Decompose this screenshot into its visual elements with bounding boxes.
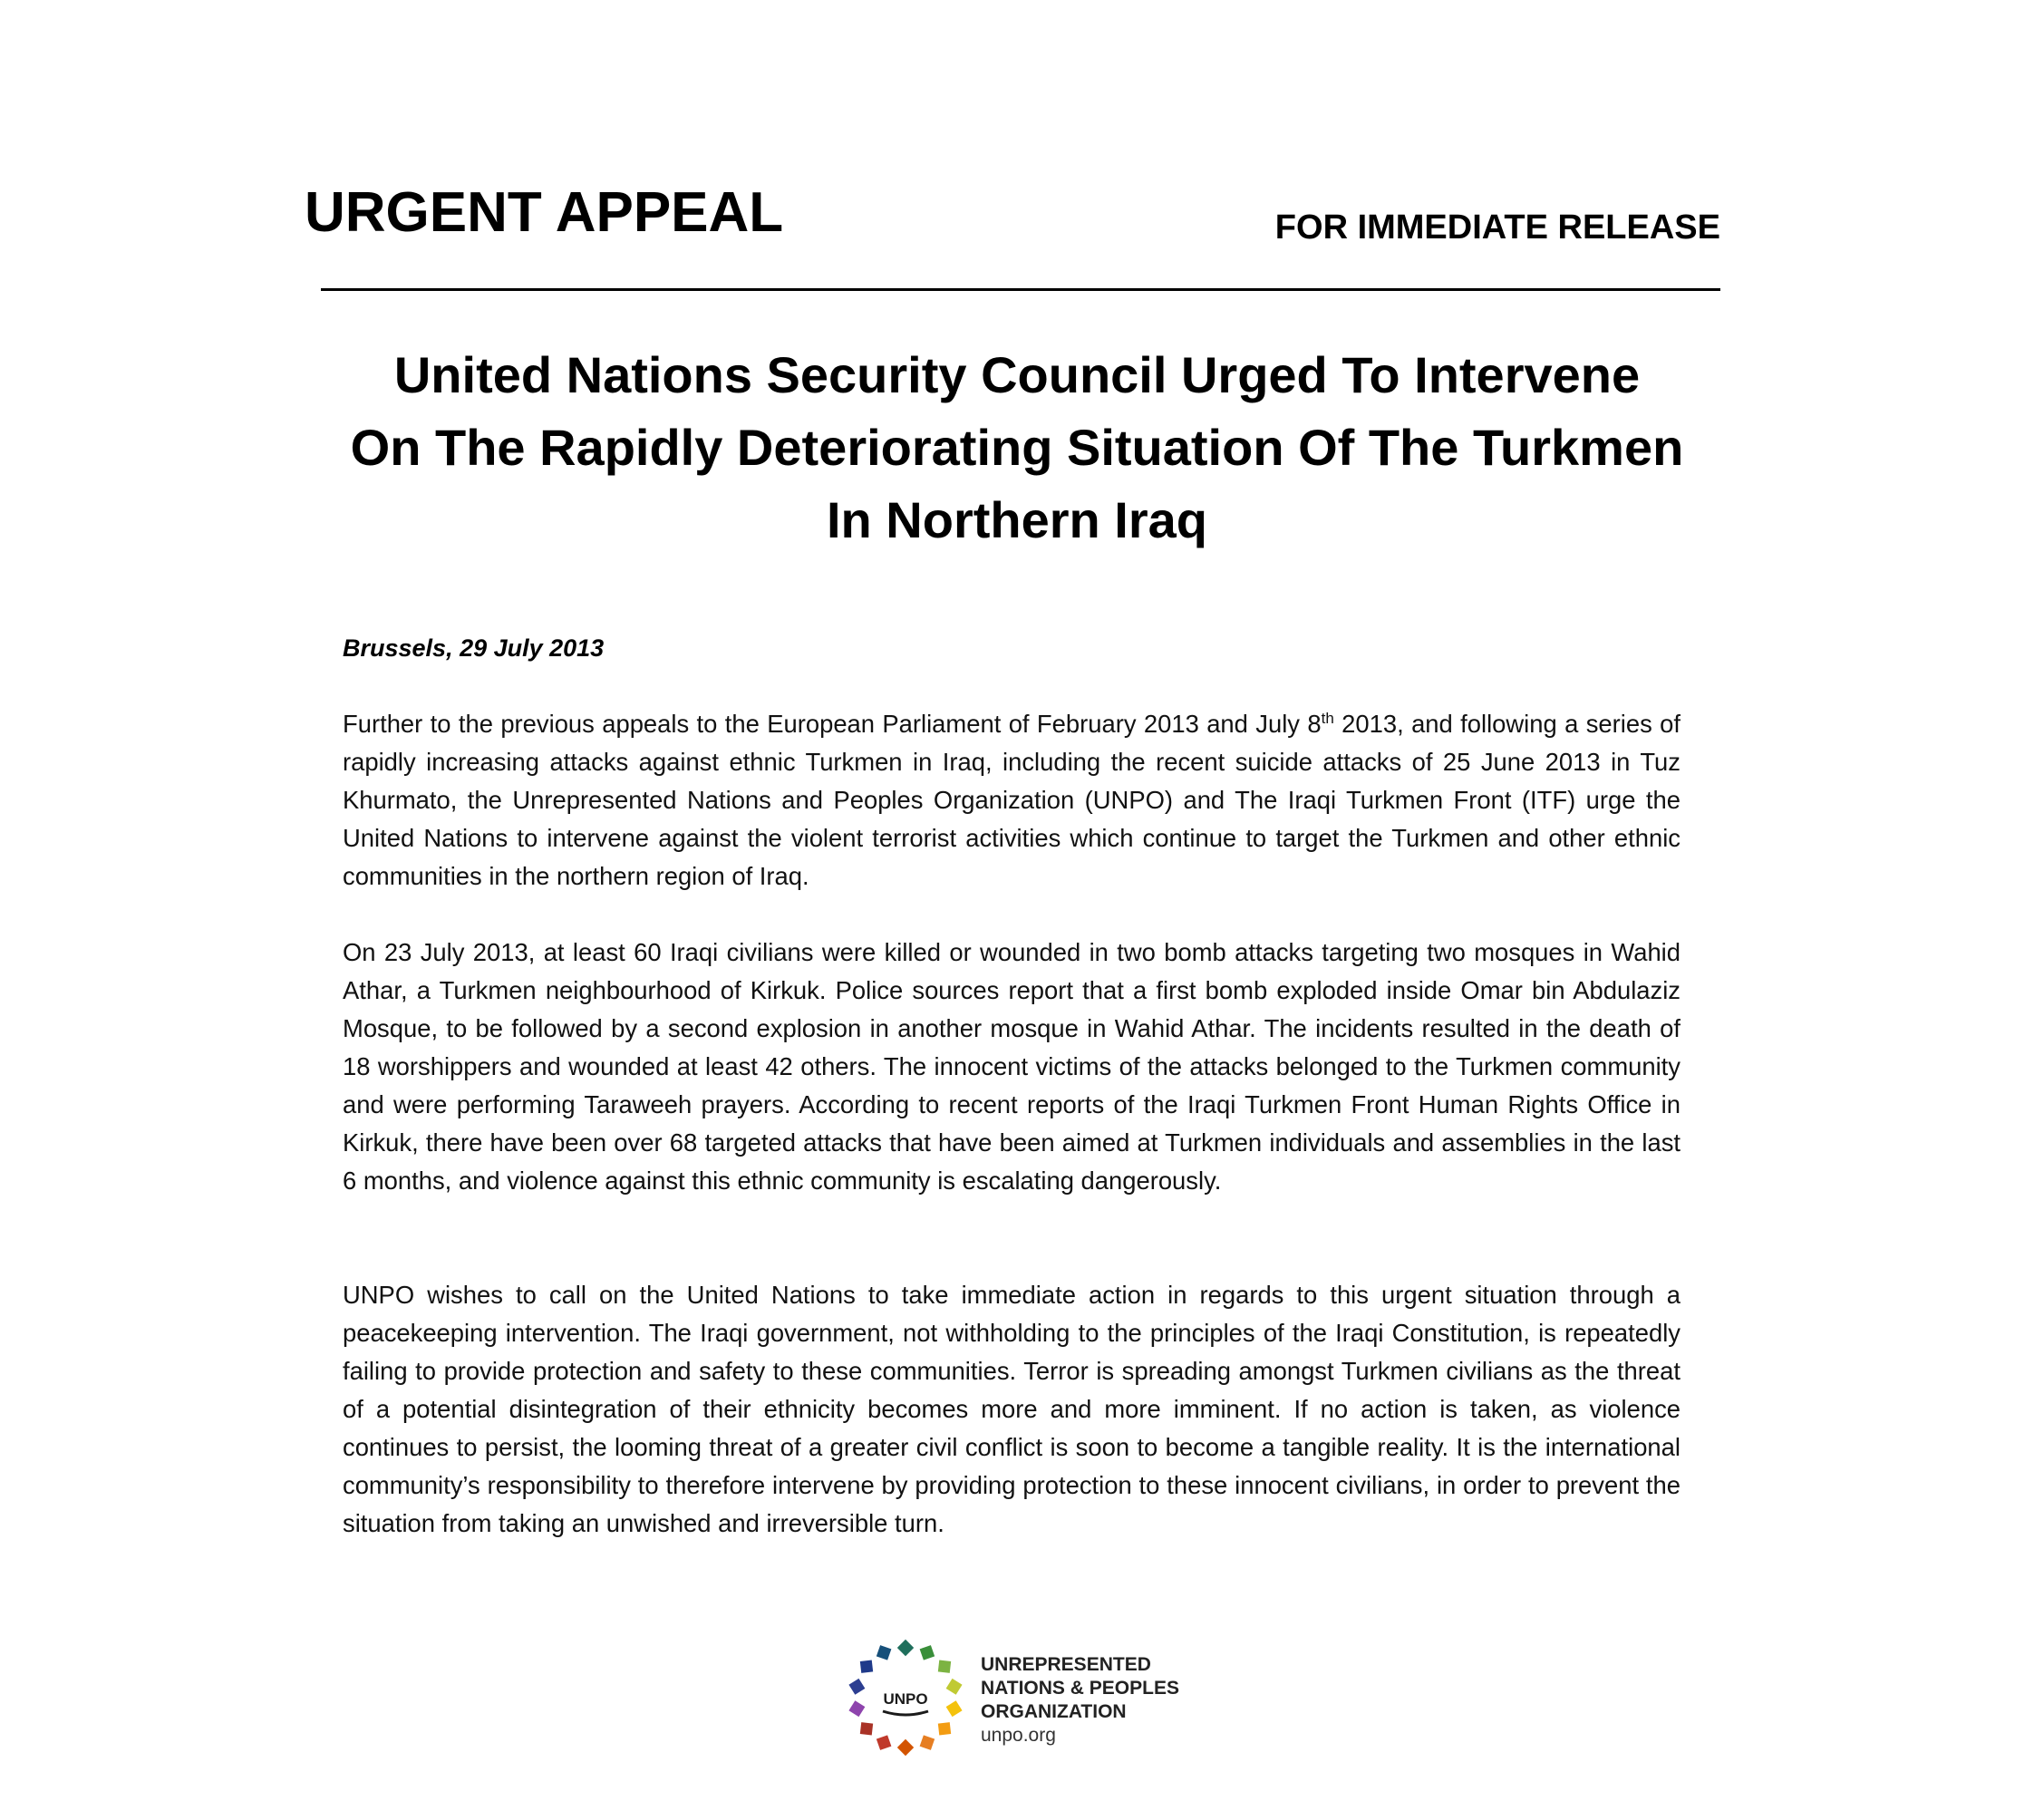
logo-ring-square [920,1735,935,1750]
dateline: Brussels, 29 July 2013 [343,634,605,662]
ordinal-suffix: th [1321,709,1334,727]
logo-ring-square [897,1739,914,1756]
headline-line-1: United Nations Security Council Urged To Intervene [393,346,1641,403]
logo-ring-square [946,1679,963,1695]
logo-ring-square [938,1722,951,1735]
logo-line-1: UNREPRESENTED [981,1654,1151,1675]
paragraph-3: UNPO wishes to call on the United Nations to take immediate action in regards to this urgent situation through a peacekeeping intervention. The Iraqi government, not withholding to the principles of the Iraqi Constitution, is repeatedly failing to provide protection and safety to these communities. Terror is spreading amongst Turkmen civilians as the threat of a potential disintegration of their ethnicity becomes more and more imminent. If no action is taken, as violence continues to persist, the looming threat of a greater civil conflict is soon to become a tangible reality. It is the international community’s responsibility to therefore intervene by providing protection to these innocent civilians, in order to prevent the situation from taking an unwished and irreversible turn. [343,1281,1680,1537]
logo-line-3: ORGANIZATION [981,1701,1127,1722]
logo-ring-square [920,1645,935,1660]
logo-ring-square [860,1722,873,1735]
release-label: FOR IMMEDIATE RELEASE [1274,208,1720,247]
logo-ring-square [848,1679,865,1695]
logo-ring-square [848,1700,865,1717]
unpo-logo [847,1639,1227,1757]
headline-line-3: In Northern Iraq [826,491,1208,548]
unpo-logo-wordmark [981,1653,1179,1747]
paragraph-1 [343,705,1680,895]
logo-ring-square [860,1660,873,1673]
logo-ring-square [946,1700,963,1717]
logo-ring-square [877,1645,892,1660]
unpo-logo-mark-text: UNPO [883,1690,928,1708]
logo-ring-square [938,1660,951,1673]
logo-ring-square [897,1640,914,1656]
unpo-logo-mark [847,1639,964,1757]
paragraph-1-part-b: 2013, and following a series of rapidly increasing attacks against ethnic Turkmen in Iraq, including the recent suicide attacks of 25 June 2013 in Tuz Khurmato, the Unrepresented Nations and Peoples Organization (UNPO) and The Iraqi Turkmen Front (ITF) urge the United Nations to intervene against the violent terrorist activities which continue to target the Turkmen and other ethnic communities in the northern region of Iraq. [343,710,1680,890]
header-divider [321,288,1720,291]
appeal-title: URGENT APPEAL [305,181,784,244]
logo-url: unpo.org [981,1725,1056,1746]
paragraph-1-part-a: Further to the previous appeals to the European Parliament of February 2013 and July 8 [343,710,1322,738]
headline-line-2: On The Rapidly Deteriorating Situation Of The Turkmen [350,419,1684,476]
headline [254,339,1780,557]
logo-ring-square [877,1735,892,1750]
paragraph-2: On 23 July 2013, at least 60 Iraqi civilians were killed or wounded in two bomb attacks targeting two mosques in Wahid Athar, a Turkmen neighbourhood of Kirkuk. Police sources report that a first bomb exploded inside Omar bin Abdulaziz Mosque, to be followed by a second explosion in another mosque in Wahid Athar. The incidents resulted in the death of 18 worshippers and wounded at least 42 others. The innocent victims of the attacks belonged to the Turkmen community and were performing Taraweeh prayers. According to recent reports of the Iraqi Turkmen Front Human Rights Office in Kirkuk, there have been over 68 targeted attacks that have been aimed at Turkmen individuals and assemblies in the last 6 months, and violence against this ethnic community is escalating dangerously. [343,938,1680,1195]
logo-line-2: NATIONS & PEOPLES [981,1678,1179,1699]
